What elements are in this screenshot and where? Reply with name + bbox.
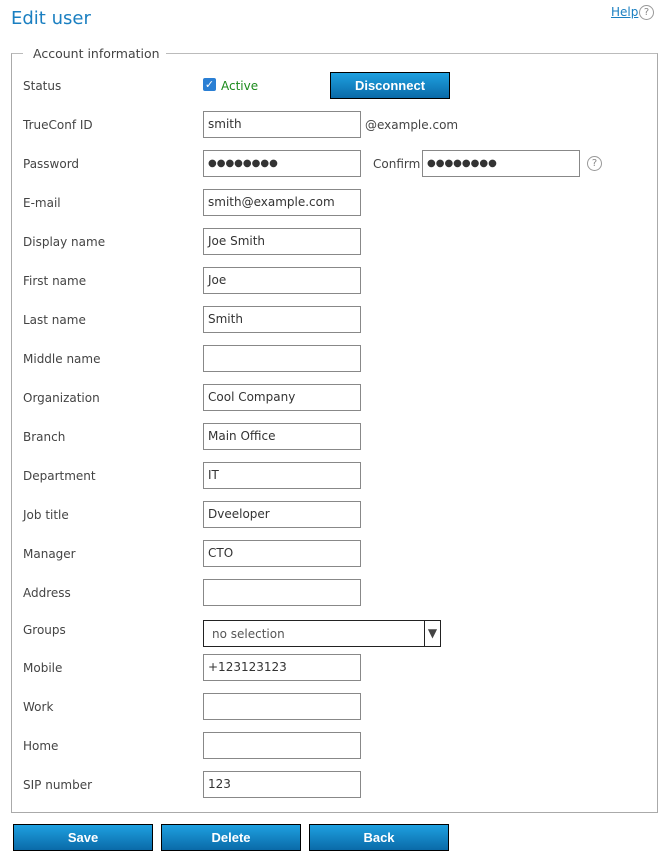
confirm-label: Confirm bbox=[373, 157, 421, 171]
confirm-password-input[interactable]: ●●●●●●●● bbox=[422, 150, 580, 177]
chevron-down-icon[interactable]: ▼ bbox=[424, 621, 440, 646]
save-button[interactable]: Save bbox=[13, 824, 153, 851]
organization-label: Organization bbox=[23, 391, 100, 405]
first-name-input[interactable]: Joe bbox=[203, 267, 361, 294]
display-name-input[interactable]: Joe Smith bbox=[203, 228, 361, 255]
groups-select[interactable] bbox=[203, 620, 441, 647]
e-mail-input[interactable]: smith@example.com bbox=[203, 189, 361, 216]
active-label[interactable]: Active bbox=[221, 79, 259, 93]
last-name-input[interactable]: Smith bbox=[203, 306, 361, 333]
job-title-label: Job title bbox=[23, 508, 69, 522]
fieldset-legend: Account information bbox=[23, 46, 166, 61]
first-name-label: First name bbox=[23, 274, 87, 288]
active-checkbox[interactable]: ✓ bbox=[204, 78, 215, 91]
mobile-input[interactable]: +123123123 bbox=[203, 654, 361, 681]
branch-label: Branch bbox=[23, 430, 66, 444]
address-input[interactable] bbox=[203, 579, 361, 606]
domain-suffix: @example.com bbox=[365, 118, 459, 132]
department-label: Department bbox=[23, 469, 96, 483]
help-label[interactable]: Help bbox=[611, 5, 639, 19]
branch-input[interactable]: Main Office bbox=[203, 423, 361, 450]
last-name-label: Last name bbox=[23, 313, 86, 327]
mobile-label: Mobile bbox=[23, 661, 63, 675]
trueconf-id-input[interactable]: smith bbox=[203, 111, 361, 138]
home-input[interactable] bbox=[203, 732, 361, 759]
help-icon[interactable]: ? bbox=[639, 5, 654, 20]
organization-input[interactable]: Cool Company bbox=[203, 384, 361, 411]
help-link[interactable] bbox=[611, 5, 650, 19]
middle-name-input[interactable] bbox=[203, 345, 361, 372]
job-title-input[interactable]: Dveeloper bbox=[203, 501, 361, 528]
groups-value: no selection bbox=[212, 627, 285, 641]
password-help-icon[interactable]: ? bbox=[587, 156, 602, 171]
disconnect-button[interactable]: Disconnect bbox=[330, 72, 450, 99]
home-label: Home bbox=[23, 739, 59, 753]
work-label: Work bbox=[23, 700, 54, 714]
sip-number-label: SIP number bbox=[23, 778, 93, 792]
work-input[interactable] bbox=[203, 693, 361, 720]
address-label: Address bbox=[23, 586, 71, 600]
password-label: Password bbox=[23, 157, 80, 171]
back-button[interactable]: Back bbox=[309, 824, 449, 851]
trueconf-id-label: TrueConf ID bbox=[23, 118, 93, 132]
page-title: Edit user bbox=[11, 8, 91, 29]
display-name-label: Display name bbox=[23, 235, 106, 249]
department-input[interactable]: IT bbox=[203, 462, 361, 489]
e-mail-label: E-mail bbox=[23, 196, 61, 210]
password-input[interactable]: ●●●●●●●● bbox=[203, 150, 361, 177]
delete-button[interactable]: Delete bbox=[161, 824, 301, 851]
groups-label: Groups bbox=[23, 623, 66, 637]
sip-number-input[interactable]: 123 bbox=[203, 771, 361, 798]
manager-label: Manager bbox=[23, 547, 76, 561]
manager-input[interactable]: CTO bbox=[203, 540, 361, 567]
middle-name-label: Middle name bbox=[23, 352, 101, 366]
status-label: Status bbox=[23, 79, 62, 93]
